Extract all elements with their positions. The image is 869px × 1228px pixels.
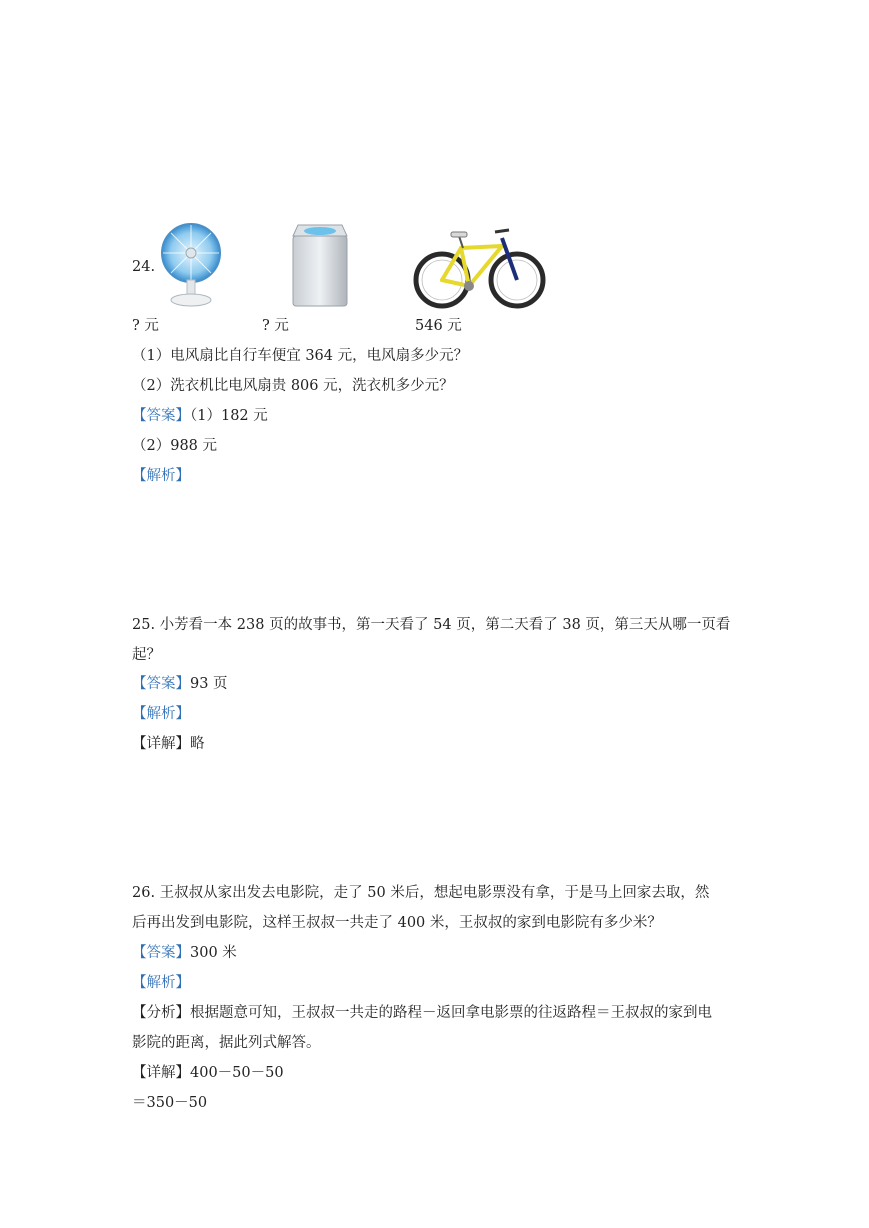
- fenxi-text: 根据题意可知，王叔叔一共走的路程－返回拿电影票的往返路程＝王叔叔的家到电: [190, 1005, 712, 1021]
- q24-sub1: （1）电风扇比自行车便宜 364 元，电风扇多少元？: [132, 348, 469, 364]
- price-washing-machine: ? 元: [262, 318, 289, 334]
- question-24-number: 24.: [132, 259, 156, 275]
- q26-analysis-tag: 【解析】: [132, 975, 190, 991]
- q26-fenxi-2: 影院的距离，据此列式解答。: [132, 1035, 321, 1051]
- washing-machine-image: [290, 222, 350, 308]
- answer-tag: 【答案】: [132, 408, 190, 424]
- detail-text: 略: [190, 736, 205, 752]
- q25-line2: 起？: [132, 647, 161, 663]
- answer-text: 93 页: [190, 676, 228, 692]
- q24-answer: [132, 406, 268, 426]
- q25-detail: [132, 734, 205, 754]
- q26-fenxi-1: [132, 1003, 712, 1023]
- q25-line1: 25. 小芳看一本 238 页的故事书，第一天看了 54 页，第二天看了 38 页，第三天从哪一页看: [132, 617, 731, 633]
- fenxi-tag: 【分析】: [132, 1005, 190, 1021]
- q24-answer2: （2）988 元: [132, 438, 218, 454]
- q26-calc2: ＝350－50: [132, 1095, 208, 1111]
- q24-sub2: （2）洗衣机比电风扇贵 806 元，洗衣机多少元？: [132, 378, 454, 394]
- electric-fan-image: [160, 222, 222, 308]
- q26-answer: [132, 943, 237, 963]
- price-bicycle: 546 元: [415, 318, 462, 334]
- q24-analysis-tag: 【解析】: [132, 468, 190, 484]
- q25-analysis-tag: 【解析】: [132, 706, 190, 722]
- detail-tag: 【详解】: [132, 1065, 190, 1081]
- detail-tag: 【详解】: [132, 736, 190, 752]
- detail-calc: 400－50－50: [190, 1065, 284, 1081]
- q25-answer: [132, 674, 228, 694]
- q26-detail: [132, 1063, 284, 1083]
- answer-text: （1）182 元: [190, 408, 268, 424]
- price-fan: ? 元: [132, 318, 159, 334]
- bicycle-image: [413, 222, 547, 310]
- q26-line1: 26. 王叔叔从家出发去电影院，走了 50 米后，想起电影票没有拿，于是马上回家去取，然: [132, 885, 710, 901]
- answer-tag: 【答案】: [132, 945, 190, 961]
- answer-tag: 【答案】: [132, 676, 190, 692]
- answer-text: 300 米: [190, 945, 237, 961]
- q26-line2: 后再出发到电影院，这样王叔叔一共走了 400 米，王叔叔的家到电影院有多少米？: [132, 915, 662, 931]
